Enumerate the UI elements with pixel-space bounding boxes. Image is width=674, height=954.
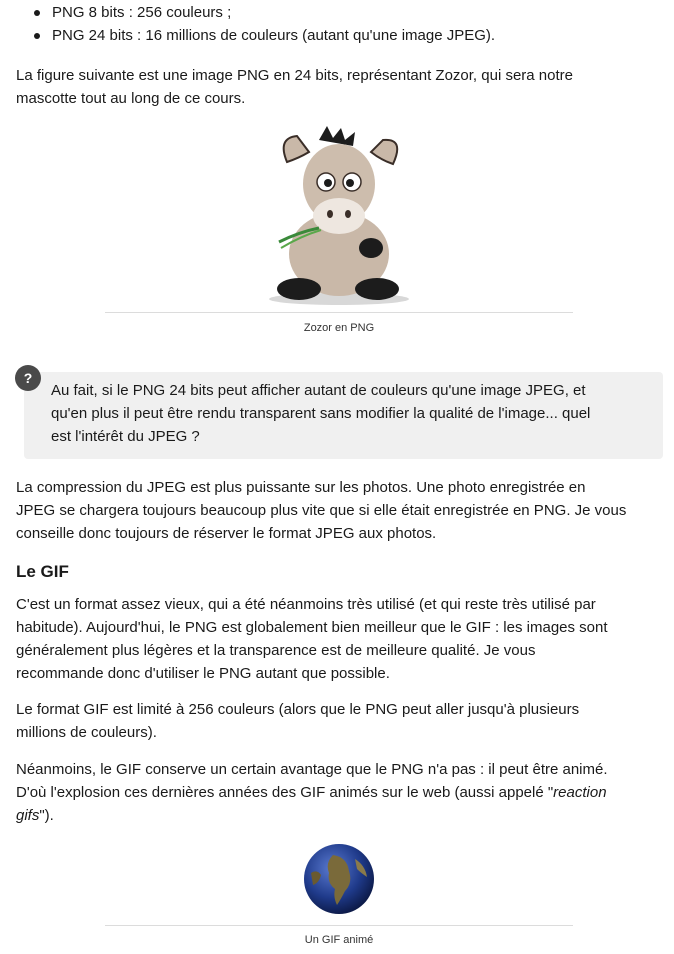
figure-divider bbox=[105, 312, 573, 313]
bullet-icon bbox=[34, 33, 40, 39]
question-text: Au fait, si le PNG 24 bits peut afficher autant de couleurs qu'une image JPEG, et qu'en plus il peut être rendu transparent sans modifier la qualité de l'image... quel est l'intérêt du JPEG ? bbox=[51, 382, 591, 445]
png-bullet-list bbox=[0, 1, 495, 47]
earth-globe-image bbox=[303, 843, 375, 915]
figure-caption: Zozor en PNG bbox=[303, 322, 375, 334]
intro-paragraph: La figure suivante est une image PNG en 24 bits, représentant Zozor, qui sera notre mascotte tout au long de ce cours. bbox=[16, 67, 573, 107]
question-icon: ? bbox=[15, 365, 41, 391]
list-item: PNG 24 bits : 16 millions de couleurs (autant qu'une image JPEG). bbox=[0, 24, 495, 47]
gif-heading: Le GIF bbox=[16, 562, 69, 581]
answer-paragraph: La compression du JPEG est plus puissante sur les photos. Une photo enregistrée en JPEG se chargera toujours beaucoup plus vite que si elle était enregistrée en PNG. Je vous conseille donc toujours de réserver le format JPEG aux photos. bbox=[16, 479, 627, 542]
list-item: PNG 8 bits : 256 couleurs ; bbox=[0, 1, 495, 24]
zozor-figure bbox=[105, 124, 573, 335]
question-box bbox=[24, 372, 663, 459]
gif-paragraph-3: Néanmoins, le GIF conserve un certain avantage que le PNG n'a pas : il peut être animé. D'où l'explosion ces dernières années des GIF animés sur le web (aussi appelé "reaction gifs"). bbox=[16, 761, 608, 824]
gif-paragraph-2: Le format GIF est limité à 256 couleurs (alors que le PNG peut aller jusqu'à plusieurs millions de couleurs). bbox=[16, 701, 580, 741]
figure-caption: Un GIF animé bbox=[304, 934, 374, 946]
zozor-mascot-image bbox=[259, 124, 419, 306]
figure-divider bbox=[105, 925, 573, 926]
bullet-icon bbox=[34, 10, 40, 16]
gif-figure bbox=[105, 843, 573, 947]
gif-paragraph-1: C'est un format assez vieux, qui a été néanmoins très utilisé (et qui reste très utilisé par habitude). Aujourd'hui, le PNG est globalement bien meilleur que le GIF : les images sont généralement plus légères et la transparence est de meilleure qualité. Je vous recommande donc d'utiliser le PNG autant que possible. bbox=[16, 596, 608, 682]
